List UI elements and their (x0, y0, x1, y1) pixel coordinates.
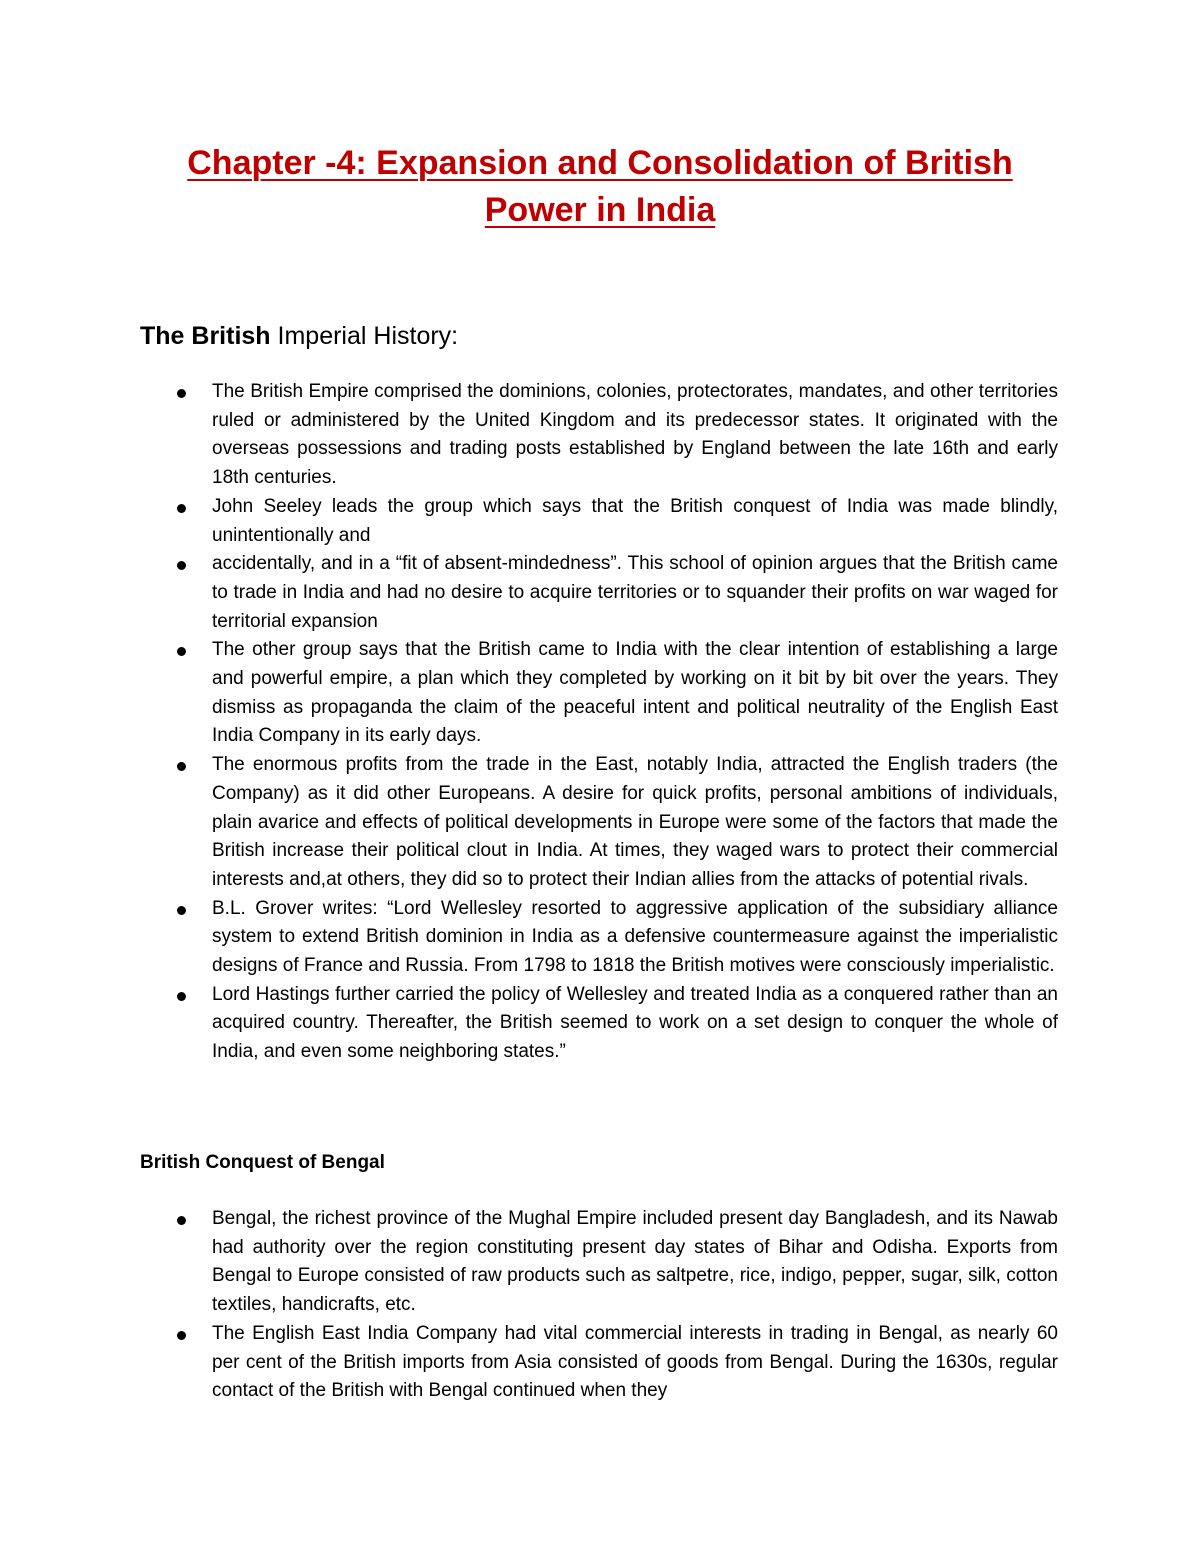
section-heading-british-conquest-of-bengal: British Conquest of Bengal (140, 1152, 385, 1173)
list-item-text: The enormous profits from the trade in the East, notably India, attracted the English traders (the Company) as it did other Europeans. A desire for quick profits, personal ambitions of individuals, plain avarice and effects of political developments in Europe were some of the factors that made the British increase their political clout in India. At times, they waged wars to protect their commercial interests and,at others, they did so to protect their Indian allies from the attacks of potential rivals. (212, 754, 1058, 890)
list-item-text: The British Empire comprised the dominions, colonies, protectorates, mandates, and other territories ruled or administered by the United Kingdom and its predecessor states. It originated with the overseas possessions and trading posts established by England between the late 16th and early 18th centuries. (212, 381, 1058, 489)
page-title-line-2: Power in India (484, 191, 716, 229)
bullet-icon (177, 504, 186, 513)
bullet-icon (177, 389, 186, 398)
section-heading-rest: Imperial History: (270, 322, 459, 350)
section-heading-imperial-history (140, 322, 458, 351)
list-item-text: accidentally, and in a “fit of absent-mindedness”. This school of opinion argues that the British came to trade in India and had no desire to acquire territories or to squander their profits on war waged for territorial expansion (212, 553, 1058, 632)
list-item-text: John Seeley leads the group which says that the British conquest of India was made blindly, unintentionally and (212, 495, 1058, 546)
bullet-icon (177, 1216, 186, 1225)
bullet-list-bengal (140, 1205, 1058, 1406)
list-item-text: B.L. Grover writes: “Lord Wellesley resorted to aggressive application of the subsidiary alliance system to extend British dominion in India as a defensive countermeasure against the imperialistic designs of France and Russia. From 1798 to 1818 the British motives were consciously imperialistic. (212, 897, 1058, 977)
list-item (140, 895, 1058, 981)
list-item-text: The English East India Company had vital commercial interests in trading in Bengal, as nearly 60 per cent of the British imports from Asia consisted of goods from Bengal. During the 1630s, regular contact of the British with Bengal continued when they (212, 1322, 1058, 1402)
page-title (0, 140, 1200, 234)
bullet-icon (177, 992, 186, 1001)
section-heading-bold: The British (140, 322, 271, 350)
list-item (140, 378, 1058, 493)
page-title-line-1: Chapter -4: Expansion and Consolidation of British (187, 144, 1013, 182)
bullet-icon (177, 561, 186, 570)
bullet-icon (177, 647, 186, 656)
bullet-icon (177, 906, 186, 915)
bullet-icon (177, 1331, 186, 1340)
list-item-text: The other group says that the British came to India with the clear intention of establishing a large and powerful empire, a plan which they completed by working on it bit by bit over the years. They dismiss as propaganda the claim of the peaceful intent and political neutrality of the English East India Company in its early days. (212, 639, 1058, 747)
list-item-text: Lord Hastings further carried the policy of Wellesley and treated India as a conquered rather than an acquired country. Thereafter, the British seemed to work on a set design to conquer the whole of India, and even some neighboring states.” (212, 983, 1058, 1063)
list-item (140, 981, 1058, 1067)
list-item (140, 550, 1058, 636)
list-item (140, 636, 1058, 751)
list-item-text: Bengal, the richest province of the Mughal Empire included present day Bangladesh, and its Nawab had authority over the region constituting present day states of Bihar and Odisha. Exports from Bengal to Europe consisted of raw products such as saltpetre, rice, indigo, pepper, sugar, silk, cotton textiles, handicrafts, etc. (212, 1208, 1058, 1316)
list-item (140, 1320, 1058, 1406)
list-item (140, 751, 1058, 895)
bullet-icon (177, 762, 186, 771)
bullet-list-imperial-history (140, 378, 1058, 1067)
list-item (140, 1205, 1058, 1320)
list-item (140, 493, 1058, 550)
